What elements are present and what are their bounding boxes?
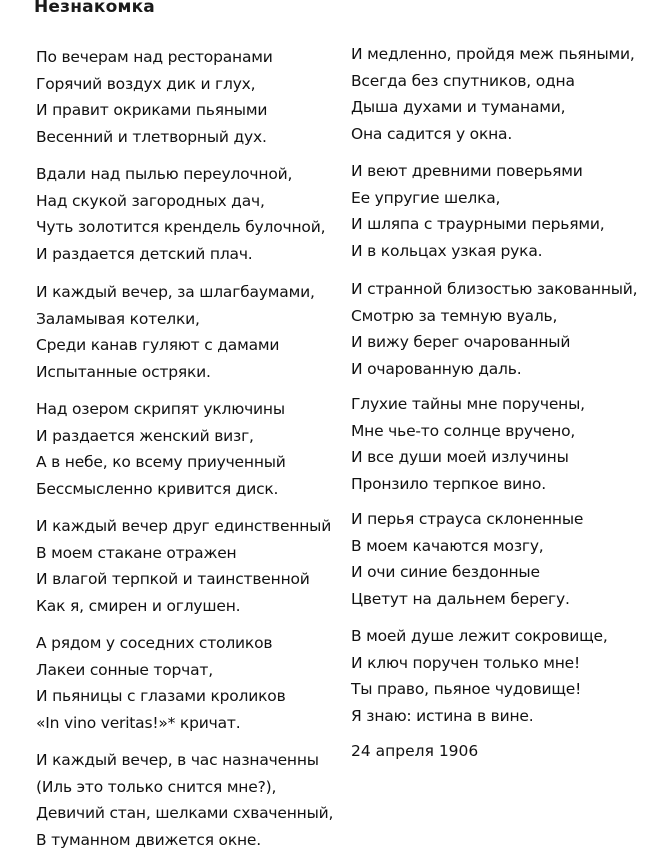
poem-line: И все души моей излучины xyxy=(351,448,569,466)
poem-title: Незнакомка xyxy=(34,0,155,17)
poem-line: И в кольцах узкая рука. xyxy=(351,241,543,260)
poem-line: Девичий стан, шелками схваченный, xyxy=(36,804,334,822)
poem-line: А рядом у соседних столиков xyxy=(36,634,273,652)
stanza xyxy=(351,391,661,497)
poem-line: Всегда без спутников, одна xyxy=(351,71,575,90)
poem-line: (Иль это только снится мне?), xyxy=(36,777,277,796)
poem-line: И очарованную даль. xyxy=(351,359,522,378)
poem-line: В моем стакане отражен xyxy=(36,543,237,562)
stanza xyxy=(36,44,346,150)
poem-line: Заламывая котелки, xyxy=(36,309,200,328)
poem-line: Весенний и тлетворный дух. xyxy=(36,127,267,146)
stanza xyxy=(36,279,346,385)
poem-line: Дыша духами и туманами, xyxy=(351,98,566,116)
poem-line: Над скукой загородных дач, xyxy=(36,191,265,210)
poem-line: «In vino veritas!»* кричат. xyxy=(36,713,241,732)
stanza xyxy=(351,506,661,612)
poem-line: Над озером скрипят уключины xyxy=(36,400,285,418)
poem-line: Смотрю за темную вуаль, xyxy=(351,306,558,325)
stanza xyxy=(351,623,661,729)
stanza xyxy=(351,41,661,147)
poem-line: В моей душе лежит сокровище, xyxy=(351,627,608,645)
poem-line: Она садится у окна. xyxy=(351,124,513,143)
stanza xyxy=(36,396,346,502)
poem-line: И раздается детский плач. xyxy=(36,244,253,263)
poem-line: Бессмысленно кривится диск. xyxy=(36,479,279,498)
poem-line: И влагой терпкой и таинственной xyxy=(36,570,310,588)
stanza xyxy=(36,630,346,736)
poem-line: По вечерам над ресторанами xyxy=(36,48,273,66)
poem-line: Горячий воздух дик и глух, xyxy=(36,74,256,93)
poem-line: В моем качаются мозгу, xyxy=(351,536,544,555)
stanza xyxy=(36,747,346,853)
poem-line: Глухие тайны мне поручены, xyxy=(351,395,585,413)
poem-line: И странной близостью закованный, xyxy=(351,280,638,298)
stanza xyxy=(351,276,661,382)
poem-line: И каждый вечер, в час назначенны xyxy=(36,751,319,769)
poem-line: Среди канав гуляют с дамами xyxy=(36,336,280,354)
poem-line: И пьяницы с глазами кроликов xyxy=(36,687,286,705)
poem-line: И перья страуса склоненные xyxy=(351,510,584,528)
stanza xyxy=(351,158,661,264)
poem-line: И веют древними поверьями xyxy=(351,162,583,180)
poem-line: Мне чье-то солнце вручено, xyxy=(351,421,576,440)
poem-line: И очи синие бездонные xyxy=(351,563,540,581)
poem-line: Вдали над пылью переулочной, xyxy=(36,165,293,183)
poem-line: Цветут на дальнем берегу. xyxy=(351,589,570,608)
poem-line: И вижу берег очарованный xyxy=(351,333,571,351)
poem-line: И ключ поручен только мне! xyxy=(351,653,581,672)
poem-line: И раздается женский визг, xyxy=(36,426,254,445)
poem-date: 24 апреля 1906 xyxy=(351,742,479,760)
poem-line: И правит окриками пьяными xyxy=(36,101,268,119)
poem-line: И каждый вечер друг единственный xyxy=(36,517,332,535)
poem-line: И шляпа с траурными перьями, xyxy=(351,215,605,233)
poem-line: Лакеи сонные торчат, xyxy=(36,660,213,679)
poem-line: Как я, смирен и оглушен. xyxy=(36,596,241,615)
stanza xyxy=(36,513,346,619)
poem-line: В туманном движется окне. xyxy=(36,830,261,849)
poem-line: Пронзило терпкое вино. xyxy=(351,474,546,493)
stanza xyxy=(36,161,346,267)
poem-line: А в небе, ко всему приученный xyxy=(36,453,286,471)
poem-line: Ее упругие шелка, xyxy=(351,188,501,207)
poem-line: И каждый вечер, за шлагбаумами, xyxy=(36,283,315,301)
poem-line: Чуть золотится крендель булочной, xyxy=(36,218,326,236)
poem-line: Ты право, пьяное чудовище! xyxy=(351,680,582,698)
poem-line: И медленно, пройдя меж пьяными, xyxy=(351,45,635,63)
poem-line: Я знаю: истина в вине. xyxy=(351,706,534,725)
poem-line: Испытанные остряки. xyxy=(36,362,211,381)
